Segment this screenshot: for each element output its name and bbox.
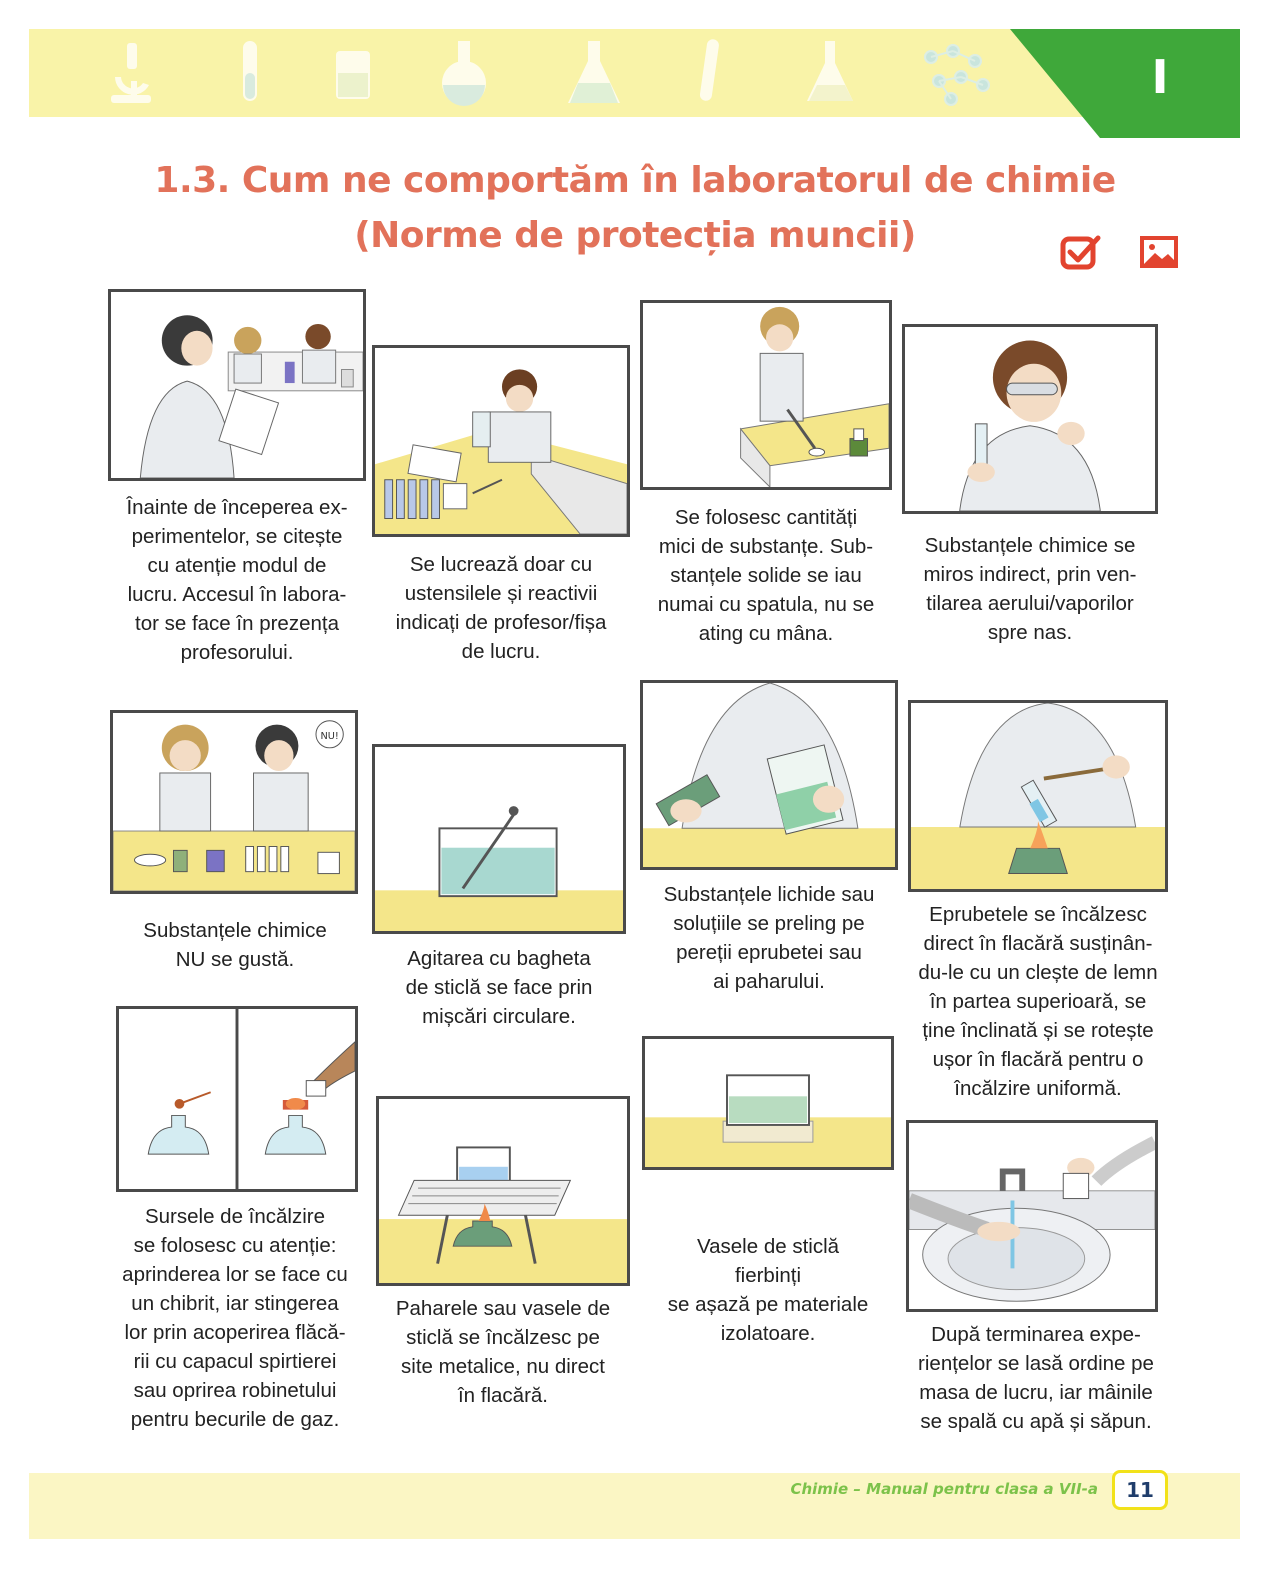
rule-caption-9: Sursele de încălzire se folosesc cu atenție: aprinderea lor se face cu un chibrit, iar stingerea lor prin acoperirea flăcă- rii cu capacul spirtierei sau oprirea robinetului pentru becurile de gaz.	[122, 1205, 348, 1431]
rule-caption-2: Se lucrează doar cu ustensilele și reactivii indicați de profesor/fișa de lucru.	[395, 553, 607, 663]
panel-stir-circular	[372, 744, 626, 934]
panel-small-quantities	[640, 300, 892, 490]
microscope-icon	[101, 37, 161, 109]
panel-wash-hands	[906, 1120, 1158, 1312]
molecule-icon	[917, 37, 997, 109]
panel-read-instructions	[108, 289, 366, 481]
rule-caption-3: Se folosesc cantități mici de substanțe. Sub- stanțele solide se iau numai cu spatula, nu se ating cu mâna.	[657, 506, 875, 645]
rule-caption-10: Paharele sau vasele de sticlă se încălzesc pe site metalice, nu direct în flacără.	[395, 1297, 611, 1407]
conical-flask-icon	[801, 37, 861, 109]
page-subtitle: (Norme de protecția muncii)	[354, 215, 916, 256]
panel-use-indicated-tools	[372, 345, 630, 537]
image-icon[interactable]	[1138, 234, 1180, 270]
rule-caption-4: Substanțele chimice se miros indirect, prin ven- tilarea aerului/vaporilor spre nas.	[923, 534, 1137, 644]
rule-caption-11: Vasele de sticlă fierbinți se așază pe materiale izolatoare.	[667, 1235, 869, 1345]
panel-wire-gauze	[376, 1096, 630, 1286]
panel-heat-test-tube	[908, 700, 1168, 892]
thermometer-icon	[679, 37, 739, 109]
test-tube-icon	[221, 37, 281, 109]
panel-hot-glassware	[642, 1036, 894, 1170]
checkbox-icon[interactable]	[1060, 234, 1102, 270]
rule-caption-12: După terminarea expe- riențelor se lasă ordine pe masa de lucru, iar mâinile se spală cu apă și săpun.	[918, 1323, 1154, 1433]
page-title: 1.3. Cum ne comportăm în laboratorul de chimie	[154, 160, 1116, 201]
chapter-number: I	[1151, 50, 1169, 104]
page-number: 11	[1112, 1470, 1168, 1510]
panel-smell-indirectly	[902, 324, 1158, 514]
round-flask-icon	[434, 37, 494, 109]
panel-heat-sources	[116, 1006, 358, 1192]
erlenmeyer-flask-icon	[564, 37, 624, 109]
panel-no-tasting	[110, 710, 358, 894]
rule-caption-6: Agitarea cu bagheta de sticlă se face prin mișcări circulare.	[405, 947, 593, 1028]
speech-bubble: NU!	[320, 731, 339, 743]
panel-pour-liquids	[640, 680, 898, 870]
footer-book-title: Chimie – Manual pentru clasa a VII-a	[790, 1480, 1098, 1498]
rule-caption-1: Înainte de începerea ex- perimentelor, se citește cu atenție modul de lucru. Accesul în labora- tor se face în prezența profesorului.	[126, 496, 348, 664]
rule-caption-8: Eprubetele se încălzesc direct în flacără susținân- du-le cu un clește de lemn în partea superioară, se ține înclinată și se rotește ușor în flacără pentru o încălzire uniformă.	[918, 903, 1158, 1100]
rule-caption-7: Substanțele lichide sau soluțiile se preling pe pereții eprubetei sau ai paharului.	[663, 883, 875, 993]
chapter-tab	[1010, 29, 1240, 138]
beaker-icon	[324, 37, 384, 109]
rule-caption-5: Substanțele chimice NU se gustă.	[143, 919, 327, 971]
